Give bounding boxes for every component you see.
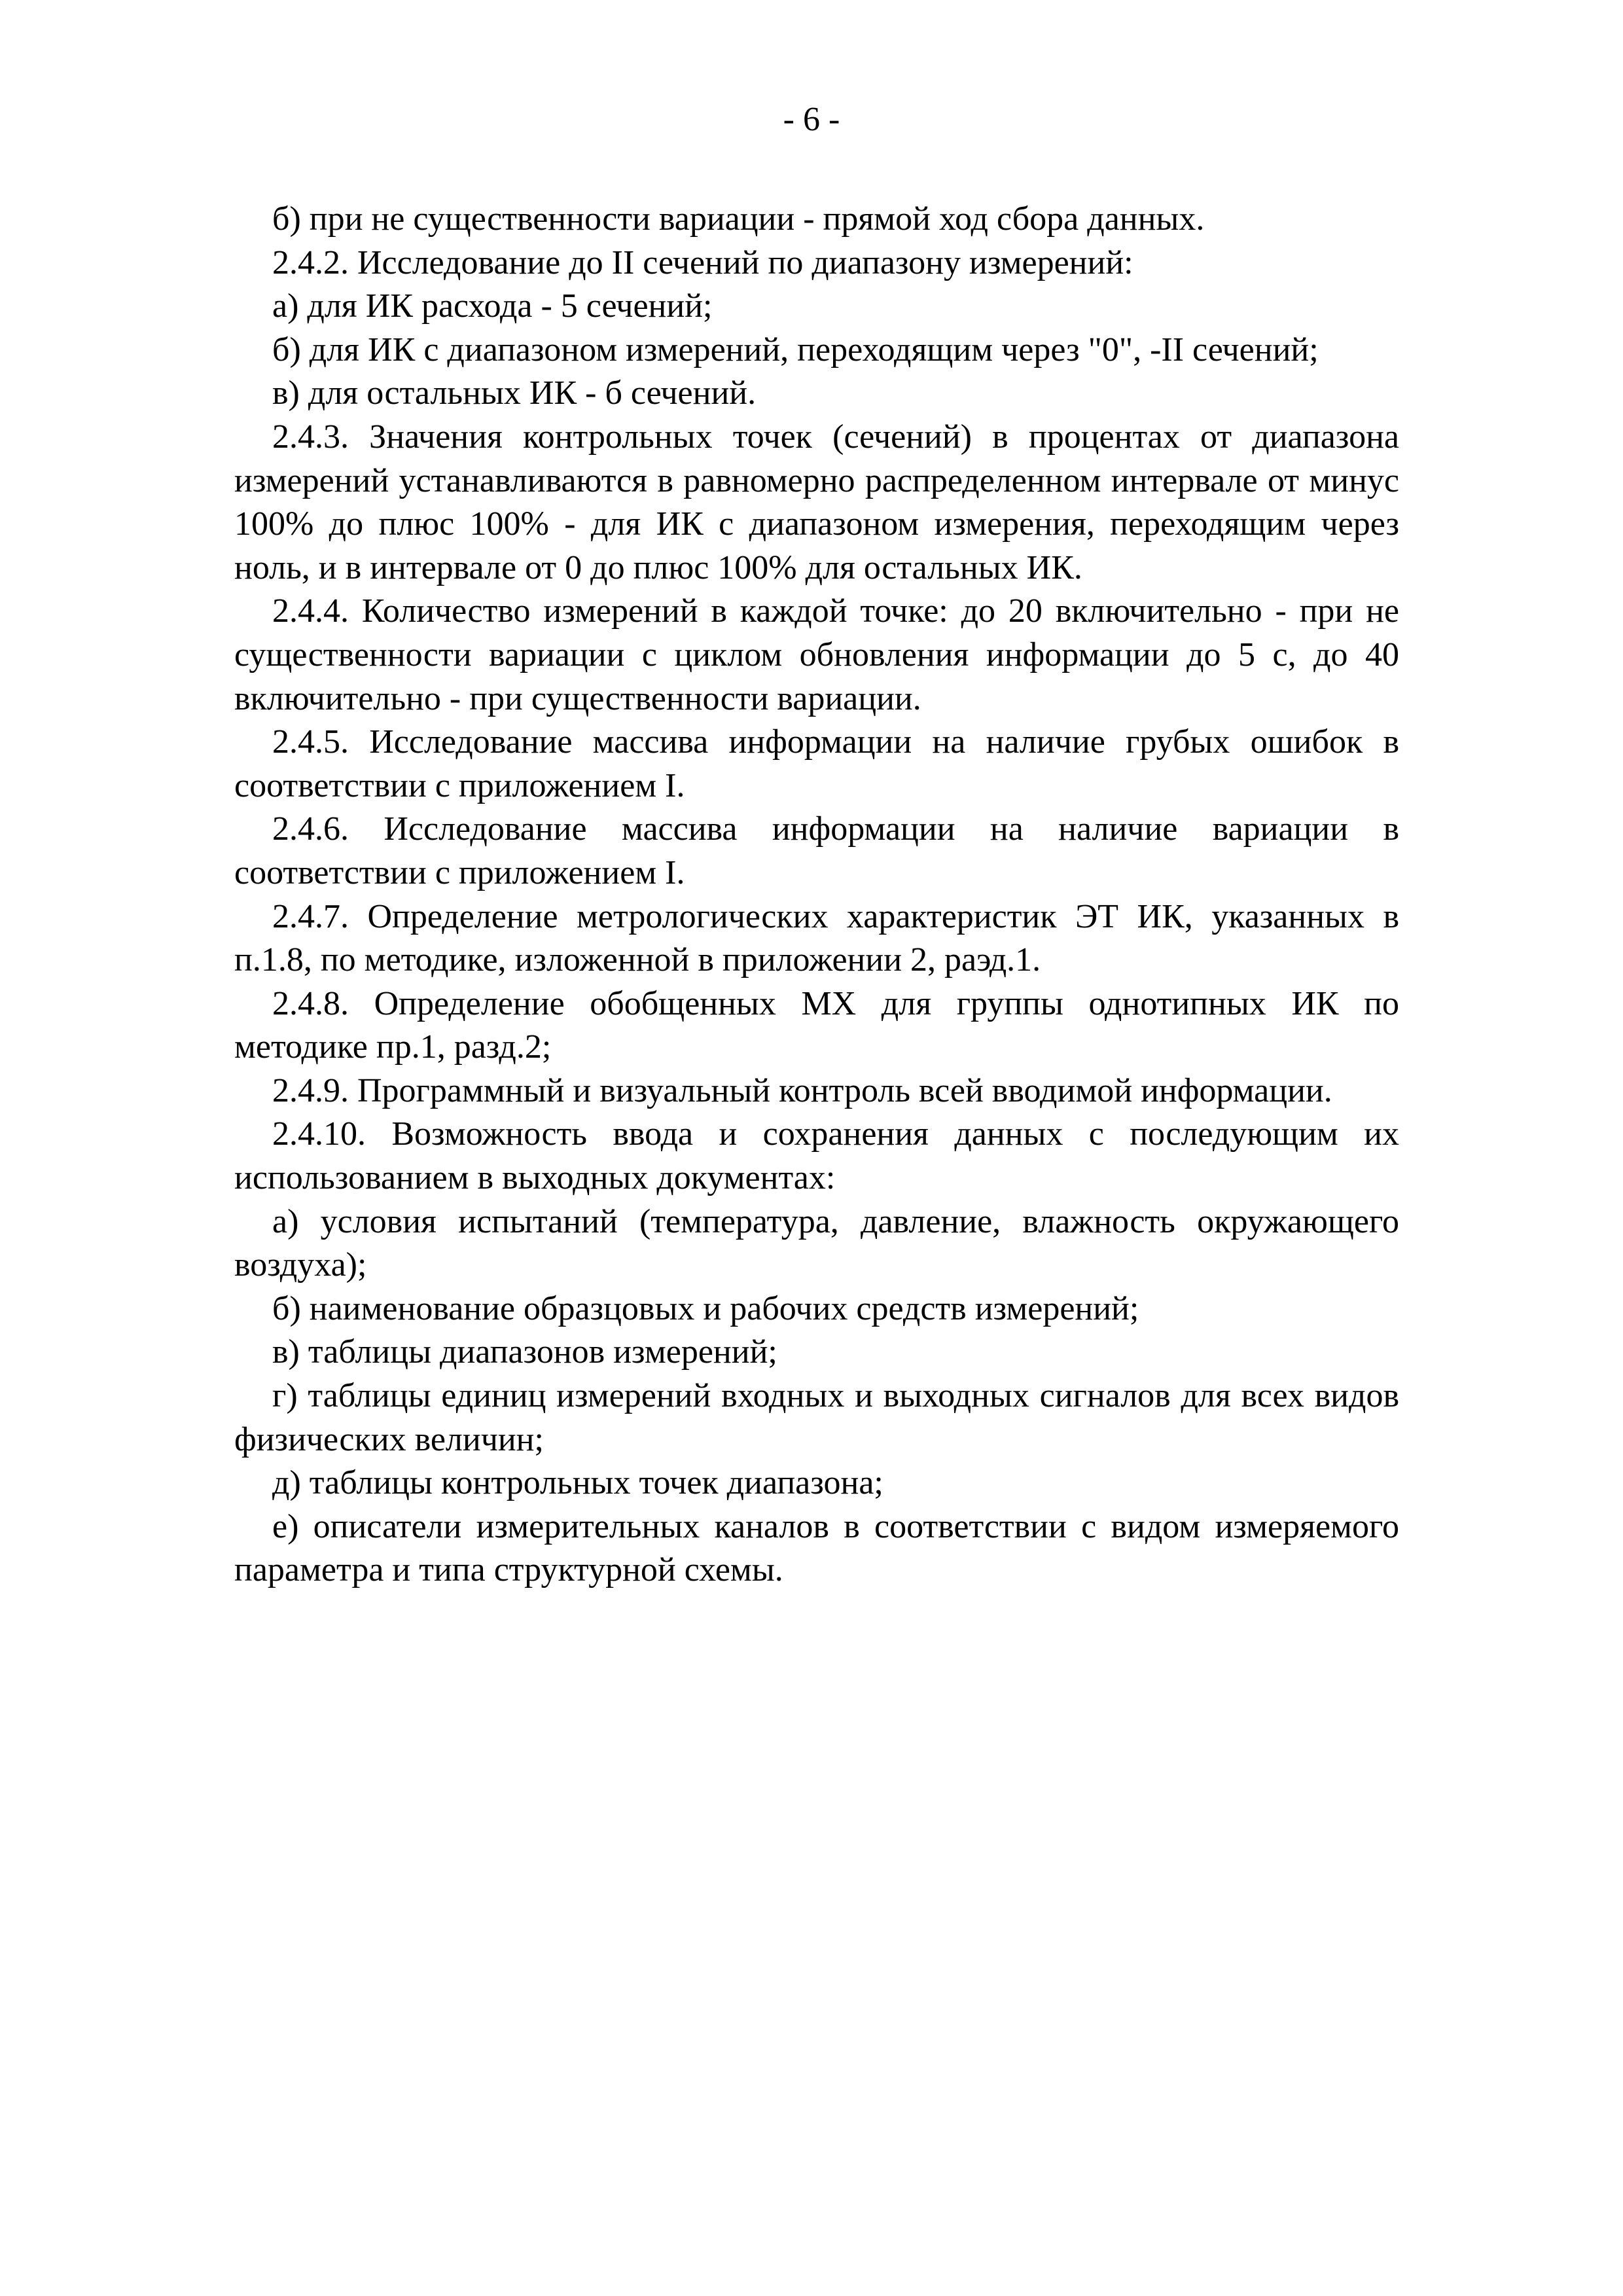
paragraph: е) описатели измерительных каналов в соответствии с видом измеряемого параметра и типа структурной схемы. (234, 1507, 1399, 1589)
paragraph: 2.4.3. Значения контрольных точек (сечений) в процентах от диапазона измерений устанавливаются в равномерно распределенном интервале от минус 100% до плюс 100% - для ИК с диапазоном измерения, переходящим через ноль, и в интервале от 0 до плюс 100% для остальных ИК. (234, 418, 1399, 586)
paragraph: 2.4.5. Исследование массива информации на наличие грубых ошибок в соответствии с приложением I. (234, 723, 1399, 804)
paragraph: б) при не существенности вариации - прямой ход сбора данных. (272, 200, 1205, 238)
paragraph: д) таблицы контрольных точек диапазона; (272, 1464, 883, 1502)
paragraph: 2.4.4. Количество измерений в каждой точке: до 20 включительно - при не существенности вариации с циклом обновления информации до 5 с, до 40 включительно - при существенности вариации. (234, 592, 1399, 717)
paragraph: 2.4.7. Определение метрологических характеристик ЭТ ИК, указанных в п.1.8, по методике, изложенной в приложении 2, раэд.1. (234, 897, 1399, 979)
paragraph: 2.4.10. Возможность ввода и сохранения данных с последующим их использованием в выходных документах: (234, 1115, 1399, 1197)
paragraph: а) условия испытаний (температура, давление, влажность окружающего воздуха); (234, 1202, 1399, 1284)
paragraph: 2.4.6. Исследование массива информации на наличие вариации в соответствии с приложением I. (234, 810, 1399, 891)
paragraph: б) наименование образцовых и рабочих средств измерений; (272, 1289, 1139, 1327)
paragraph: б) для ИК с диапазоном измерений, переходящим через "0", -II сечений; (272, 331, 1319, 368)
paragraph: 2.4.8. Определение обобщенных МХ для группы однотипных ИК по методике пр.1, разд.2; (234, 984, 1399, 1066)
paragraph: 2.4.2. Исследование до II сечений по диапазону измерений: (272, 243, 1133, 281)
document-body (234, 198, 1399, 1592)
paragraph: а) для ИК расхода - 5 сечений; (272, 287, 713, 325)
paragraph: в) таблицы диапазонов измерений; (272, 1333, 777, 1371)
paragraph: в) для остальных ИК - б сечений. (272, 374, 757, 412)
page-number: - 6 - (783, 101, 840, 138)
paragraph: 2.4.9. Программный и визуальный контроль всей вводимой информации. (272, 1071, 1332, 1109)
paragraph: г) таблицы единиц измерений входных и выходных сигналов для всех видов физических величин; (234, 1377, 1399, 1458)
